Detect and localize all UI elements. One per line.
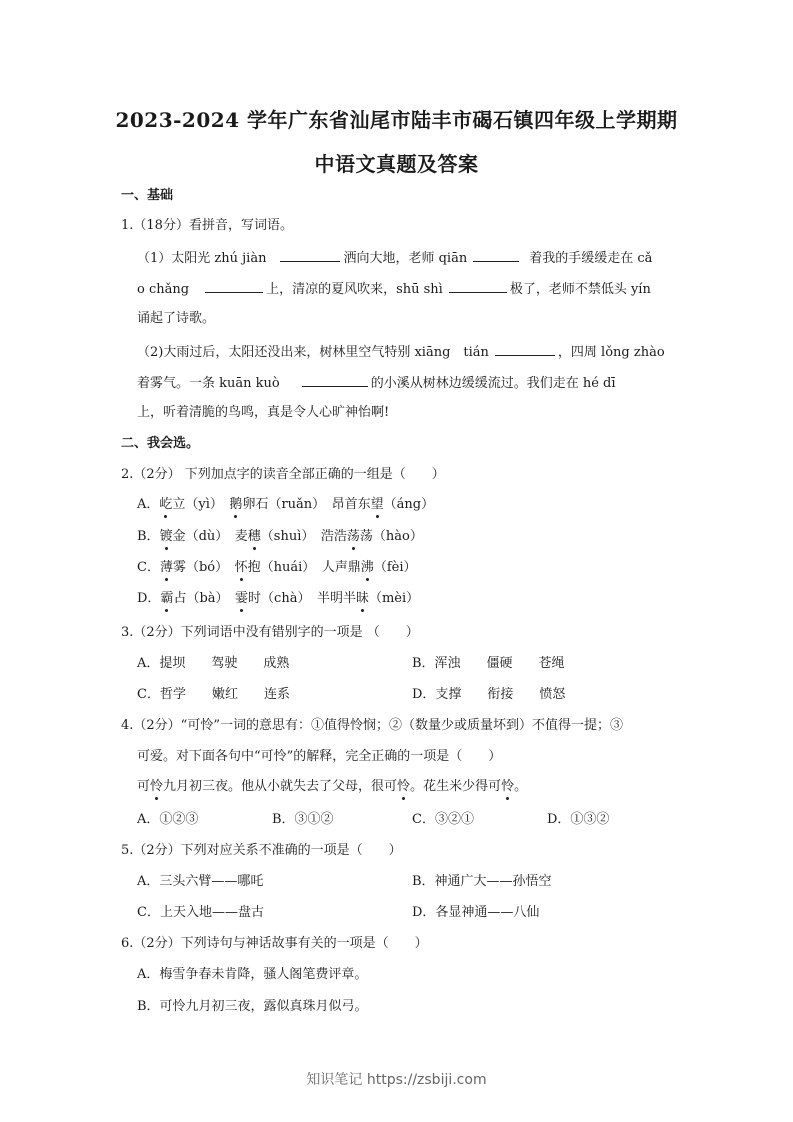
question-5-option-c: C．上天入地——盘古 [137, 905, 264, 920]
question-5-option-b: B．神通广大——孙悟空 [412, 874, 552, 889]
question-3-option-c: C．哲学 嫩红 连系 [137, 687, 290, 702]
question-4-stem-line2: 可爱。对下面各句中“可怜”的解释，完全正确的一项是（ ） [137, 749, 502, 764]
dotted-char: 怜 [150, 779, 164, 794]
question-5-option-a: A．三头六臂——哪吒 [137, 874, 264, 889]
dotted-char: 望 [370, 497, 384, 512]
question-1-part1-line3: 诵起了诗歌。 [137, 311, 216, 326]
option-text: （mèi） [368, 591, 420, 606]
q1-text: o chǎng [137, 282, 190, 297]
question-1-stem: 1.（18分）看拼音，写词语。 [121, 218, 293, 233]
question-6-option-a: A．梅雪争春未肯降，骚人阁笔费评章。 [137, 967, 368, 982]
option-text: 荡（hào） [359, 529, 423, 544]
question-5-option-d: D．各显神通——八仙 [412, 905, 540, 920]
answer-blank[interactable] [449, 279, 507, 293]
dotted-char: 霸 [160, 591, 174, 606]
question-3-option-d: D．支撑 衔接 愤怒 [412, 687, 566, 702]
option-text: A． [137, 497, 160, 512]
q1-text: 着我的手缓缓走在 cǎ [529, 251, 653, 266]
document-title-line-2: 中语文真题及答案 [314, 152, 479, 176]
dotted-char: 薄 [159, 560, 173, 575]
question-6-stem: 6.（2分）下列诗句与神话故事有关的一项是（ ） [121, 936, 428, 951]
dotted-char: 怀 [234, 560, 248, 575]
question-3-option-a: A．提坝 驾驶 成熟 [137, 656, 290, 671]
sentence-text: 。花生米少得可 [410, 779, 502, 794]
option-text: （áng） [383, 497, 435, 512]
dotted-char: 镀 [159, 529, 173, 544]
question-4-option-b: B．③①② [272, 812, 334, 827]
option-text: 占（bà） [173, 591, 236, 606]
question-1-part2-line1 [137, 342, 665, 362]
option-text: 雾（bó） [172, 560, 235, 575]
q1-text: 洒向大地，老师 qiān [343, 251, 468, 266]
q1-text: （2)大雨过后，太阳还没出来，树林里空气特别 xiāng tián [137, 345, 489, 360]
sentence-text: 可 [137, 779, 151, 794]
section-heading-basics: 一、基础 [121, 188, 174, 203]
answer-blank[interactable] [280, 248, 340, 262]
question-2-option-a [137, 496, 434, 514]
q1-text: 的小溪从树林边缓缓流过。我们走在 hé dī [370, 376, 616, 391]
question-6-option-b: B．可怜九月初三夜，露似真珠月似弓。 [137, 999, 368, 1014]
question-5-stem: 5.（2分）下列对应关系不准确的一项是（ ） [121, 843, 402, 858]
dotted-char: 怜 [397, 779, 411, 794]
watermark-footer: 知识笔记 https://zsbiji.com [306, 1072, 487, 1088]
question-2-option-b [137, 528, 423, 546]
question-2-option-c [137, 559, 416, 577]
question-4-option-c: C．③②① [412, 812, 474, 827]
question-4-sentences [137, 778, 527, 796]
sentence-text: 九月初三夜。他从小就失去了父母，很可 [163, 779, 398, 794]
option-text: 抱（huái） 人声鼎 [247, 560, 361, 575]
option-text: 时（chà） 半明半 [248, 591, 356, 606]
option-text: 立（yì） [172, 497, 230, 512]
q1-text: （1）太阳光 zhú jiàn [137, 251, 267, 266]
section-heading-choose: 二、我会选。 [121, 436, 200, 451]
dotted-char: 鹅 [229, 497, 243, 512]
document-title-line-1: 2023-2024 学年广东省汕尾市陆丰市碣石镇四年级上学期期 [115, 108, 678, 132]
option-text: C． [137, 560, 160, 575]
dotted-char: 怜 [501, 779, 515, 794]
question-4-stem-line1: 4.（2分）“可怜”一词的意思有：①值得怜悯；②（数量少或质量坏到）不值得一提；③ [121, 718, 623, 733]
answer-blank[interactable] [495, 342, 555, 356]
question-1-part1-line1 [137, 248, 652, 268]
option-text: B． [137, 529, 160, 544]
option-text: 金（dù） 麦 [172, 529, 248, 544]
answer-blank[interactable] [205, 279, 263, 293]
dotted-char: 穗 [247, 529, 261, 544]
option-text: 卵石（ruǎn） 昂首东 [242, 497, 371, 512]
answer-blank[interactable] [473, 248, 519, 262]
question-1-part2-line3: 上，听着清脆的鸟鸣，真是令人心旷神怡啊! [137, 405, 390, 420]
question-2-option-d [137, 590, 419, 608]
dotted-char: 霎 [235, 591, 249, 606]
question-4-option-d: D．①③② [547, 812, 610, 827]
question-4-option-a: A．①②③ [137, 812, 199, 827]
dotted-char: 屹 [159, 497, 173, 512]
q1-text: 极了，老师不禁低头 yín [509, 282, 651, 297]
question-2-stem: 2.（2分） 下列加点字的读音全部正确的一组是（ ） [121, 467, 445, 482]
q1-text: 上，清凉的夏风吹来，shū shì [266, 282, 443, 297]
dotted-char: 沸 [360, 560, 374, 575]
sentence-text: 。 [514, 779, 528, 794]
option-text: （shuì） 浩浩 [260, 529, 347, 544]
q1-text: 着雾气。一条 kuān kuò [137, 376, 280, 391]
q1-text: ，四周 lǒng zhào [557, 345, 665, 360]
dotted-char: 荡 [346, 529, 360, 544]
question-1-part1-line2 [137, 279, 651, 299]
answer-blank[interactable] [302, 373, 368, 387]
question-1-part2-line2 [137, 373, 616, 393]
question-3-option-b: B．浑浊 僵硬 苍绳 [412, 656, 565, 671]
option-text: （fèi） [373, 560, 417, 575]
dotted-char: 昧 [355, 591, 369, 606]
option-text: D． [137, 591, 161, 606]
question-3-stem: 3.（2分）下列词语中没有错别字的一项是 （ ） [121, 625, 419, 640]
